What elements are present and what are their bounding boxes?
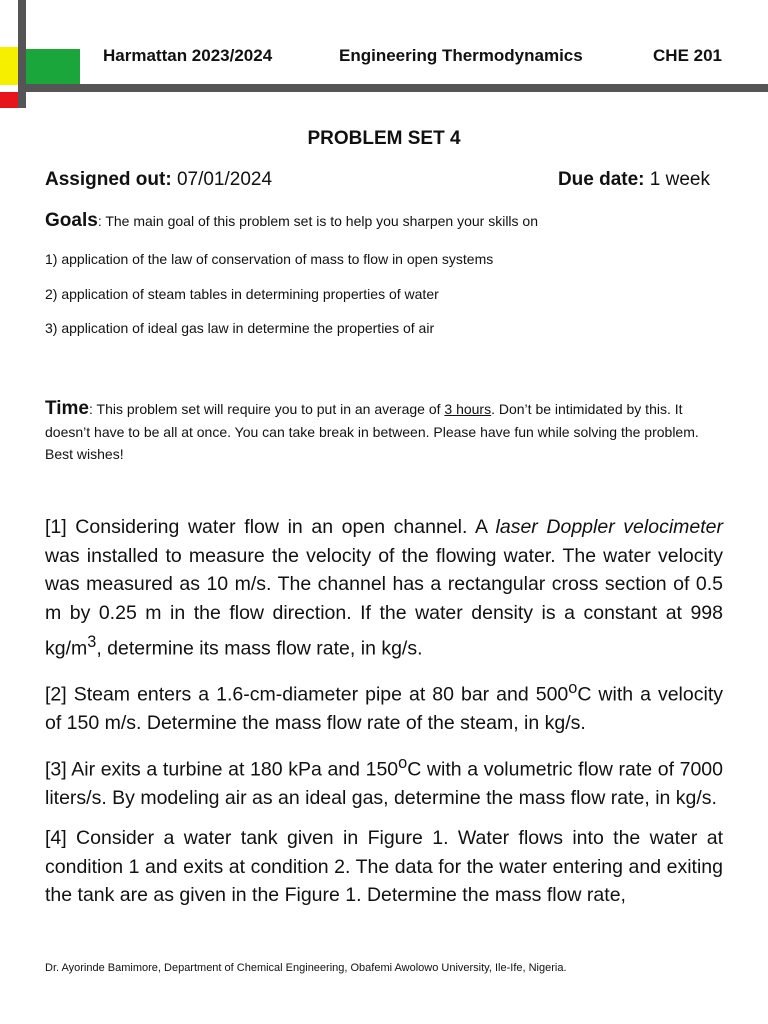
problem-2: [45, 674, 723, 738]
assigned-label: Assigned out:: [45, 169, 172, 190]
problem-4: [45, 824, 723, 910]
problem-1-text-2: was installed to measure the velocity of the flowing water. The water velocity was measured as 10 m/s. The channel has a rectangular cross section of 0.5 m by 0.25 m in the flow direction. If the water density is a constant at 998 kg/m: [45, 544, 723, 660]
problem-list: [45, 513, 723, 921]
assigned-value: 07/01/2024: [176, 169, 273, 190]
problem-4-text: [4] Consider a water tank given in Figure 1. Water flows into the water at condition 1 and exits at condition 2. The data for the water entering and exiting the tank are as given in the Figure 1. Determine the mass flow rate,: [45, 826, 723, 907]
goal-item: 1) application of the law of conservation of mass to flow in open systems: [45, 251, 494, 267]
page-title: PROBLEM SET 4: [307, 128, 461, 149]
due-date: [558, 169, 710, 191]
header-horizontal-rule: [18, 84, 768, 92]
problem-1-text: [1] Considering water flow in an open channel. A: [45, 516, 496, 538]
problem-3-text-2: C with a volumetric flow rate of 7000 liters/s. By modeling air as an ideal gas, determine the mass flow rate, in kg/s.: [45, 758, 723, 810]
due-label: Due date:: [557, 169, 645, 190]
problem-3-text: [3] Air exits a turbine at 180 kPa and 150: [45, 758, 399, 781]
page-footer: Dr. Ayorinde Bamimore, Department of Chemical Engineering, Obafemi Awolowo University, Ile-Ife, Nigeria.: [45, 962, 567, 974]
time-text-after: . Don’t be intimidated by this. It doesn’t have to be all at once. You can take break in between. Please have fun while solving the problem. Best wishes!: [45, 401, 699, 462]
page-header: [103, 46, 722, 72]
goal-item: 3) application of ideal gas law in determine the properties of air: [45, 320, 435, 336]
problem-1-text-3: , determine its mass flow rate, in kg/s.: [96, 637, 423, 660]
goals-label: Goals: [45, 210, 98, 231]
header-yellow-block: [0, 47, 18, 85]
header-red-block: [0, 92, 19, 108]
problem-3: [45, 749, 723, 813]
goals-intro: [45, 210, 728, 232]
problem-1: [45, 513, 723, 663]
problem-1-italic: laser Doppler velocimeter: [495, 516, 724, 538]
time-text-before: : This problem set will require you to put in an average of: [89, 401, 445, 417]
due-value: 1 week: [649, 169, 710, 190]
header-term: Harmattan 2023/2024: [103, 46, 273, 65]
problem-1-superscript: 3: [87, 632, 97, 651]
problem-3-superscript: o: [398, 753, 408, 772]
problem-2-text: [2] Steam enters a 1.6-cm-diameter pipe at 80 bar and 500: [45, 683, 569, 706]
time-label: Time: [45, 398, 90, 419]
header-course: Engineering Thermodynamics: [339, 46, 583, 65]
assignment-dates: [45, 169, 710, 191]
time-hours: 3 hours: [444, 401, 492, 417]
goal-item: 2) application of steam tables in determining properties of water: [45, 286, 439, 302]
header-green-block: [26, 49, 80, 84]
assigned-out: [45, 169, 272, 190]
time-section: [45, 398, 725, 466]
problem-2-superscript: o: [568, 679, 578, 698]
goals-intro-text: : The main goal of this problem set is to help you sharpen your skills on: [97, 213, 539, 229]
header-course-code: CHE 201: [653, 46, 722, 65]
problem-2-text-2: C with a velocity of 150 m/s. Determine the mass flow rate of the steam, in kg/s.: [45, 683, 723, 735]
